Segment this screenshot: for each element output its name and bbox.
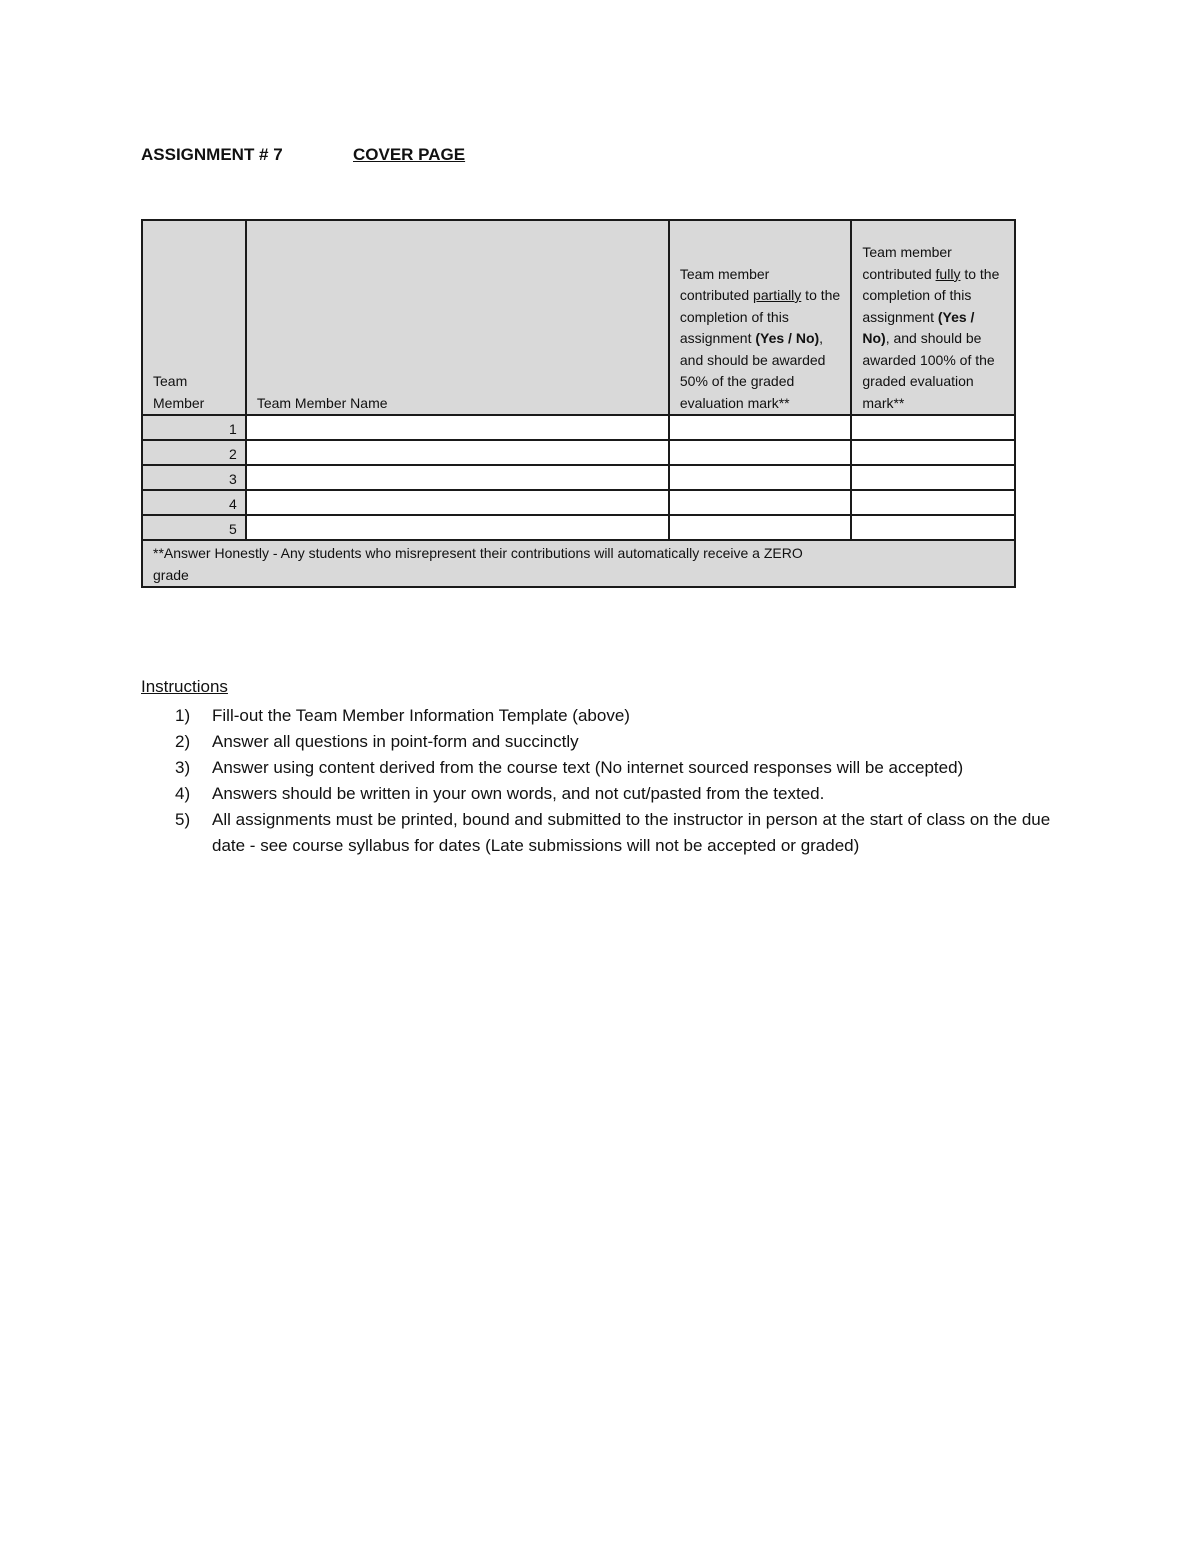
- cover-page-label: COVER PAGE: [353, 145, 466, 164]
- team-member-table: [141, 219, 1016, 588]
- full-cell[interactable]: [851, 415, 1015, 440]
- full-cell[interactable]: [851, 440, 1015, 465]
- table-header-row: [142, 220, 1015, 415]
- member-name-cell[interactable]: [246, 490, 669, 515]
- footnote-text: **Answer Honestly - Any students who misrepresent their contributions will automatically receive a ZERO grade: [153, 545, 803, 583]
- member-name-cell[interactable]: [246, 440, 669, 465]
- footnote-cell: [142, 540, 1015, 587]
- partial-cell[interactable]: [669, 440, 852, 465]
- item-text: All assignments must be printed, bound and submitted to the instructor in person at the start of class on the due date - see course syllabus for dates (Late submissions will not be accepted or graded): [212, 810, 1051, 855]
- partial-cell[interactable]: [669, 490, 852, 515]
- table-row: [142, 465, 1015, 490]
- member-name-cell[interactable]: [246, 515, 669, 540]
- item-text: Answers should be written in your own words, and not cut/pasted from the texted.: [212, 784, 825, 803]
- header-partial-contribution: Team member contributed partially to the completion of this assignment (Yes / No), and should be awarded 50% of the graded evaluation mark**: [669, 220, 852, 415]
- assignment-number: ASSIGNMENT # 7: [141, 145, 283, 164]
- list-item: [141, 781, 1061, 807]
- item-number: 1): [175, 706, 191, 725]
- full-cell[interactable]: [851, 465, 1015, 490]
- list-item: [141, 729, 1061, 755]
- page-title: [141, 145, 465, 165]
- row-number: 4: [142, 490, 246, 515]
- item-number: 2): [175, 732, 191, 751]
- item-number: 4): [175, 784, 191, 803]
- row-number: 3: [142, 465, 246, 490]
- partial-cell[interactable]: [669, 465, 852, 490]
- partial-cell[interactable]: [669, 415, 852, 440]
- list-item: [141, 755, 1061, 781]
- partial-cell[interactable]: [669, 515, 852, 540]
- item-number: 5): [175, 810, 191, 829]
- row-number: 1: [142, 415, 246, 440]
- table-row: [142, 440, 1015, 465]
- row-number: 5: [142, 515, 246, 540]
- full-cell[interactable]: [851, 515, 1015, 540]
- header-team-member: Team Member: [142, 220, 246, 415]
- table-row: [142, 415, 1015, 440]
- table-row: [142, 515, 1015, 540]
- item-text: Fill-out the Team Member Information Template (above): [212, 706, 630, 725]
- header-full-contribution: Team member contributed fully to the completion of this assignment (Yes / No), and should be awarded 100% of the graded evaluation mark**: [851, 220, 1015, 415]
- item-number: 3): [175, 758, 191, 777]
- header-team-member-name: Team Member Name: [246, 220, 669, 415]
- member-name-cell[interactable]: [246, 415, 669, 440]
- table-row: [142, 490, 1015, 515]
- item-text: Answer using content derived from the course text (No internet sourced responses will be accepted): [212, 758, 964, 777]
- instructions-list: [141, 703, 1061, 859]
- member-name-cell[interactable]: [246, 465, 669, 490]
- full-cell[interactable]: [851, 490, 1015, 515]
- list-item: [141, 807, 1061, 859]
- row-number: 2: [142, 440, 246, 465]
- list-item: [141, 703, 1061, 729]
- instructions-heading: Instructions: [141, 677, 228, 696]
- item-text: Answer all questions in point-form and succinctly: [212, 732, 579, 751]
- footnote-row: [142, 540, 1015, 587]
